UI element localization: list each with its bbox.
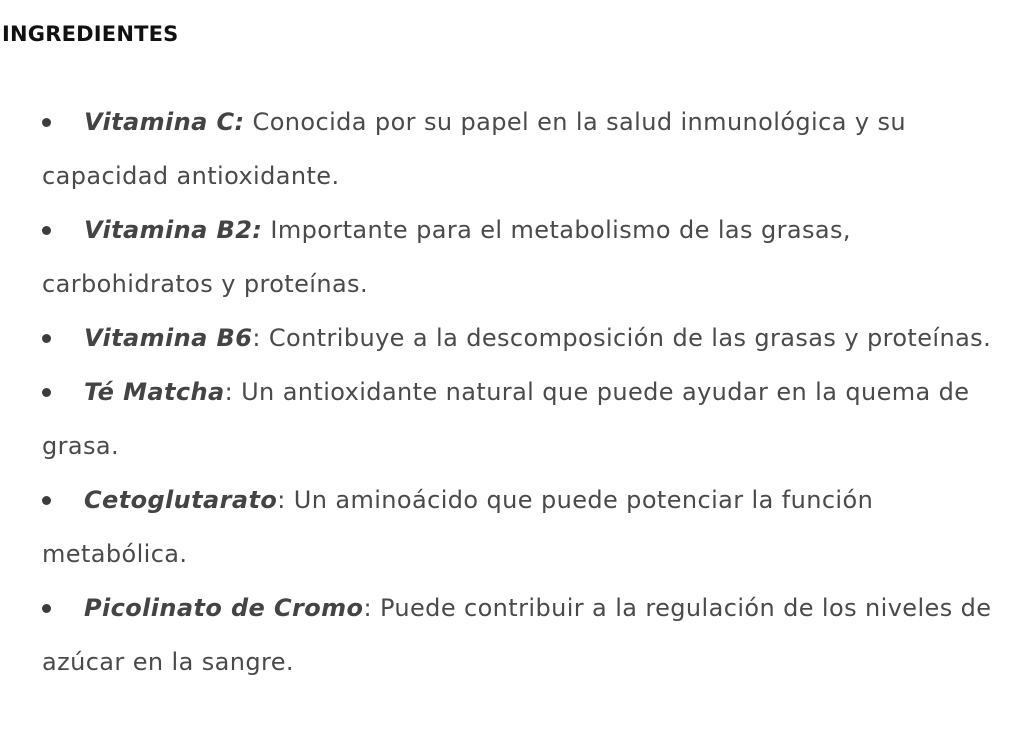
list-item	[42, 95, 1022, 203]
list-item	[42, 473, 1022, 581]
ingredient-name: Vitamina C:	[84, 108, 245, 136]
list-item	[42, 203, 1022, 311]
section-heading: INGREDIENTES	[2, 22, 179, 46]
ingredient-description: : Puede contribuir a la regulación de los niveles de azúcar en la sangre.	[42, 594, 992, 676]
ingredient-name: Cetoglutarato	[84, 486, 278, 514]
list-item	[42, 581, 1022, 689]
ingredient-description: : Contribuye a la descomposición de las grasas y proteínas.	[252, 324, 992, 352]
ingredient-description: : Un aminoácido que puede potenciar la función metabólica.	[42, 486, 874, 568]
bullet-icon	[42, 334, 51, 343]
ingredient-description: : Un antioxidante natural que puede ayudar en la quema de grasa.	[42, 378, 970, 460]
list-item	[42, 365, 1022, 473]
ingredient-name: Vitamina B6	[84, 324, 253, 352]
bullet-icon	[42, 226, 51, 235]
list-item	[42, 311, 1022, 365]
ingredient-description: Conocida por su papel en la salud inmunológica y su capacidad antioxidante.	[42, 108, 906, 190]
bullet-icon	[42, 604, 51, 613]
ingredient-description: Importante para el metabolismo de las grasas, carbohidratos y proteínas.	[42, 216, 851, 298]
bullet-icon	[42, 118, 51, 127]
ingredient-name: Vitamina B2:	[84, 216, 263, 244]
bullet-icon	[42, 388, 51, 397]
bullet-icon	[42, 496, 51, 505]
ingredient-name: Picolinato de Cromo	[84, 594, 364, 622]
ingredient-name: Té Matcha	[84, 378, 225, 406]
ingredient-list	[42, 95, 1022, 689]
